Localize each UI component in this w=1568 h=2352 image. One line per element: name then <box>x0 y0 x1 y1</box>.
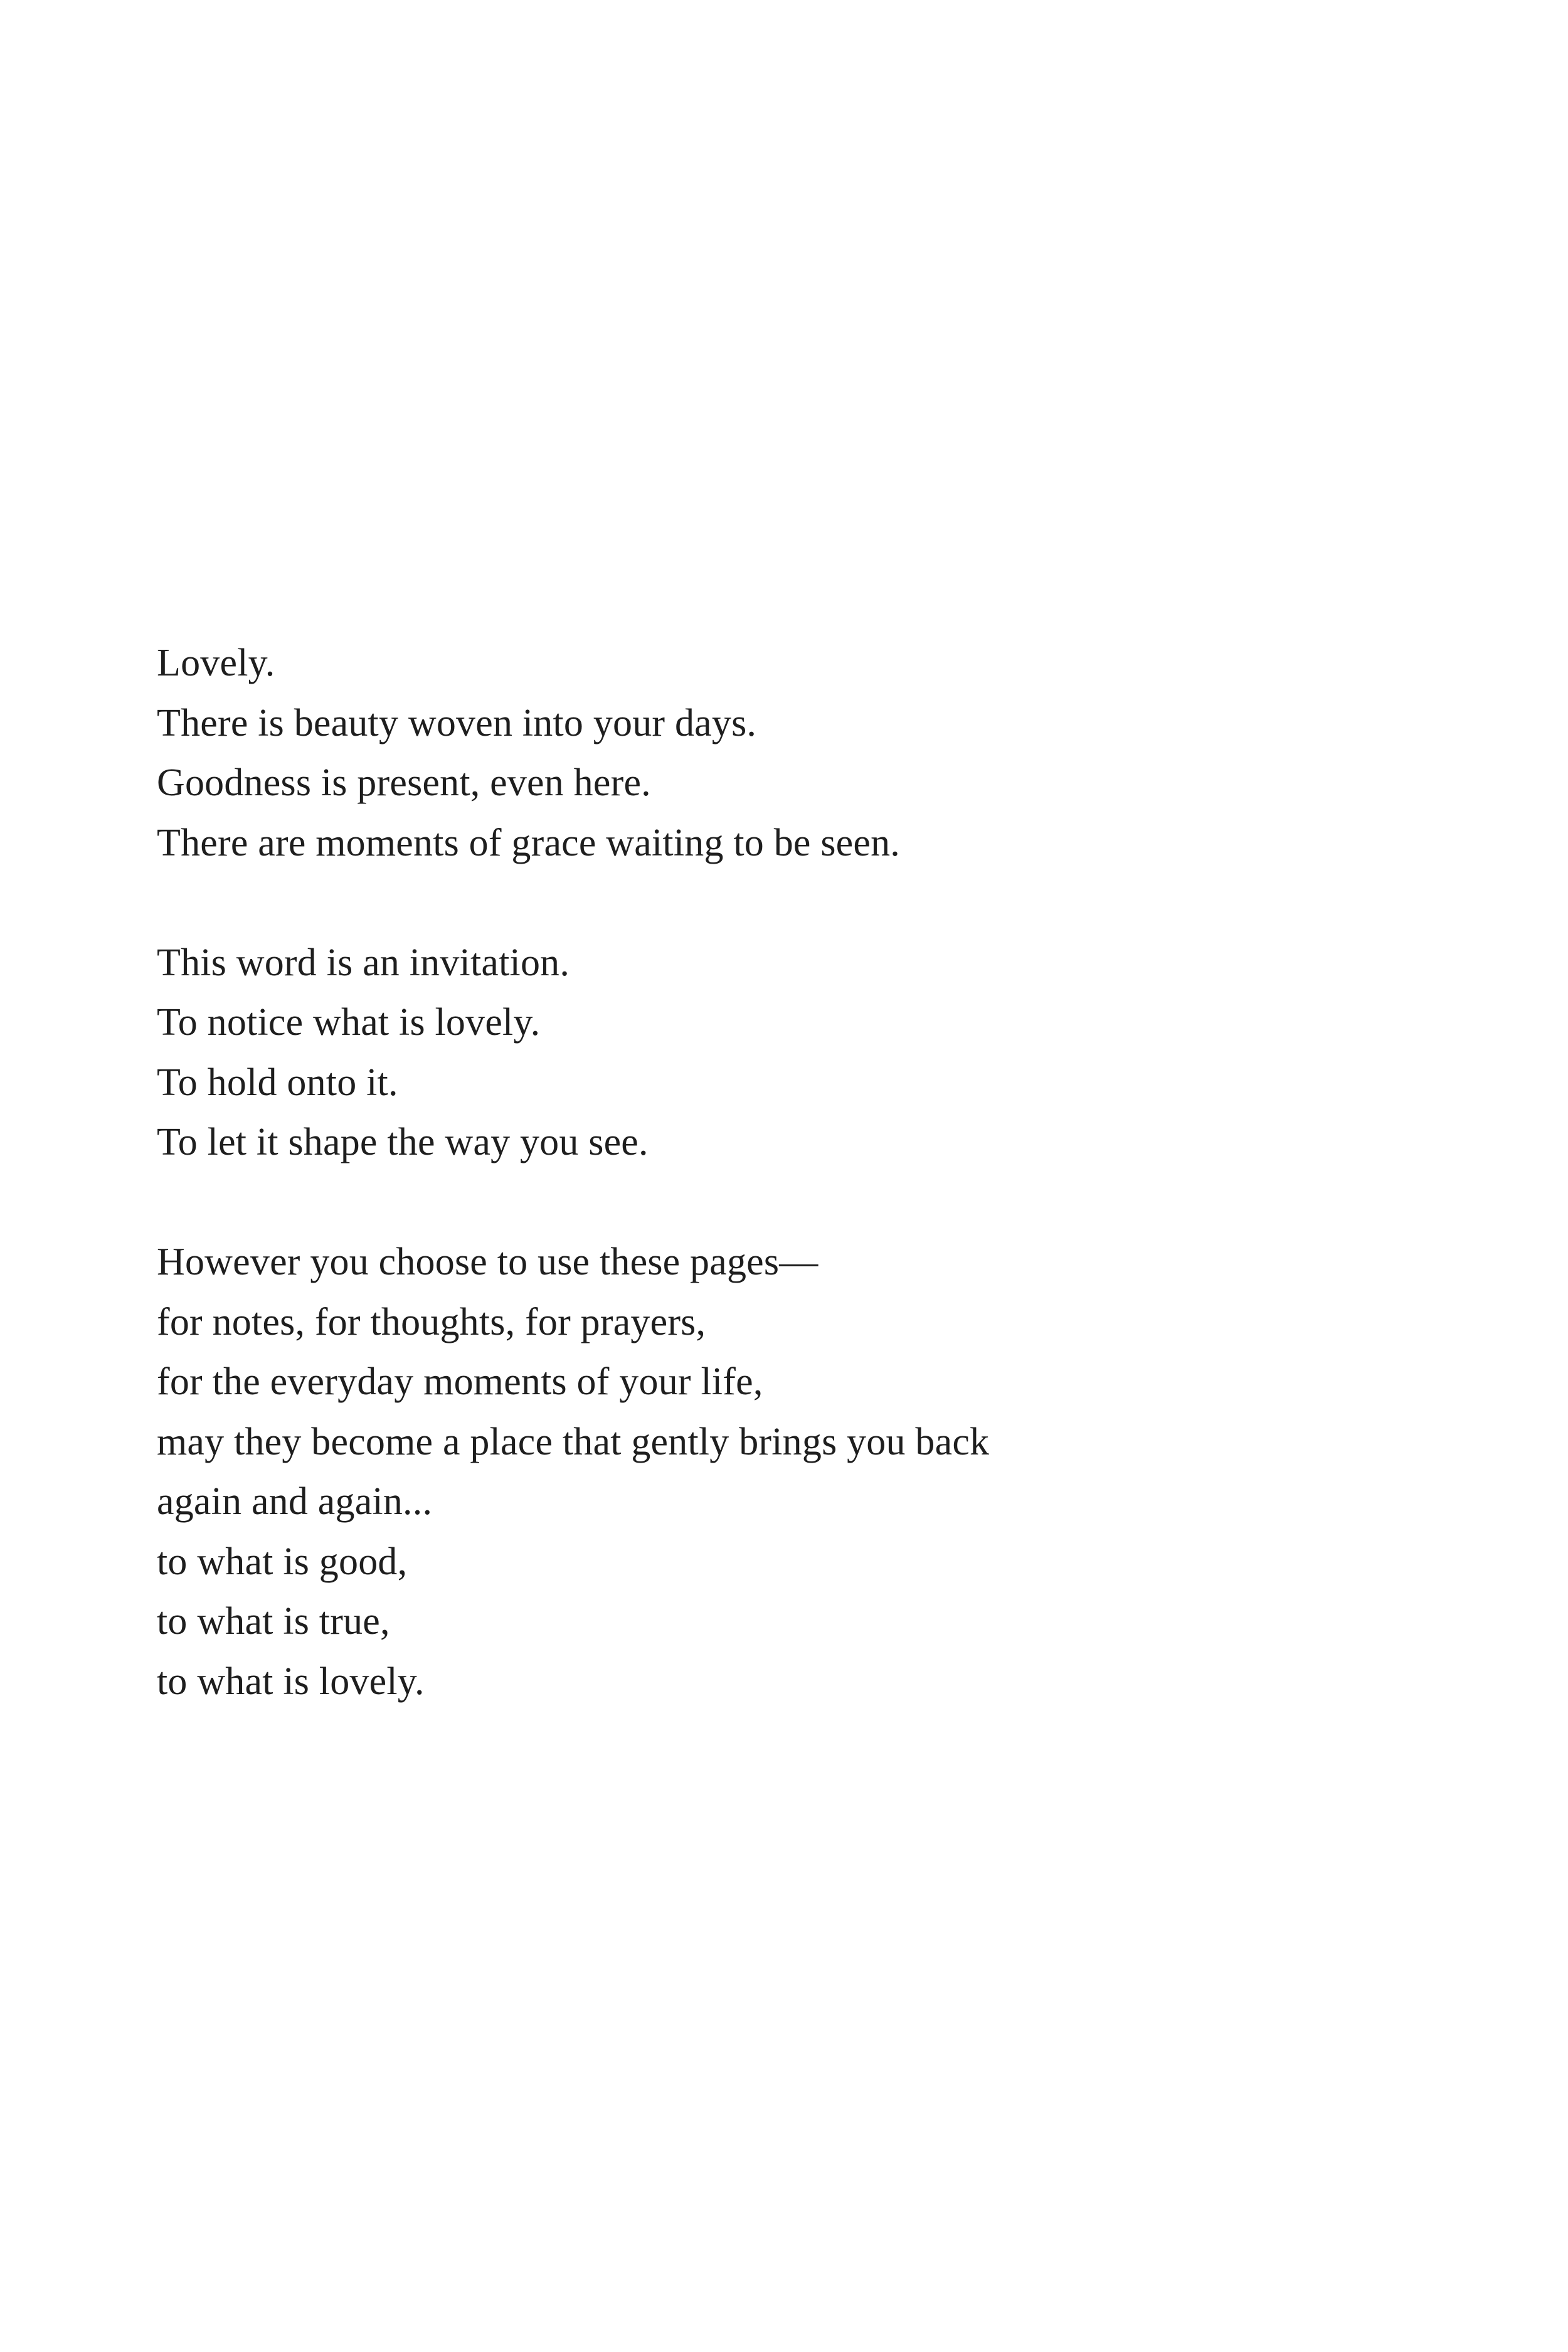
poem-line: Lovely. <box>157 642 275 684</box>
poem-line: There are moments of grace waiting to be seen. <box>157 821 900 864</box>
poem-text <box>157 633 1411 1772</box>
poem-line: to what is true, <box>157 1600 390 1643</box>
poem-line: may they become a place that gently brings you back <box>157 1420 990 1463</box>
poem-line: However you choose to use these pages— <box>157 1241 818 1283</box>
poem-line: To notice what is lovely. <box>157 1001 541 1044</box>
poem-line: This word is an invitation. <box>157 941 570 984</box>
poem-line: for notes, for thoughts, for prayers, <box>157 1300 706 1343</box>
stanza-1 <box>157 633 1411 873</box>
poem-line: There is beauty woven into your days. <box>157 701 757 744</box>
poem-line: for the everyday moments of your life, <box>157 1360 763 1403</box>
poem-line: To let it shape the way you see. <box>157 1121 649 1163</box>
stanza-3 <box>157 1232 1411 1712</box>
stanza-2 <box>157 933 1411 1173</box>
poem-line: to what is good, <box>157 1540 408 1583</box>
poem-line: To hold onto it. <box>157 1061 398 1104</box>
poem-line: Goodness is present, even here. <box>157 761 651 804</box>
poem-line: to what is lovely. <box>157 1660 425 1703</box>
poem-line: again and again... <box>157 1480 433 1523</box>
